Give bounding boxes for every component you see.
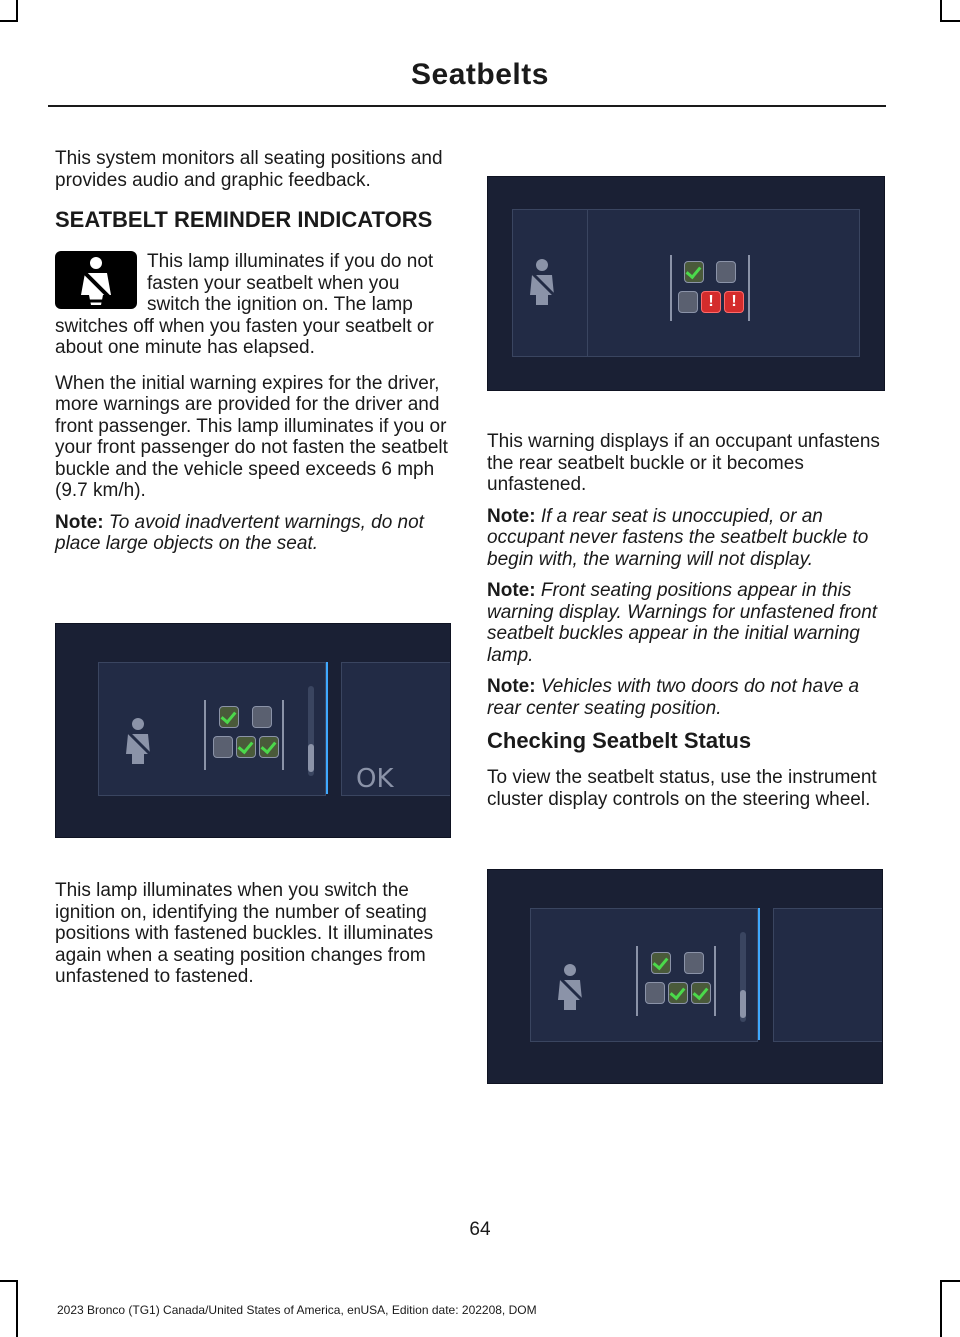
crop-mark	[0, 20, 18, 22]
left-column-lower	[55, 880, 450, 998]
note-two-doors: Note: Vehicles with two doors do not have a rear center seating position.	[487, 676, 860, 719]
section-heading: SEATBELT REMINDER INDICATORS	[55, 207, 433, 232]
page-title: Seatbelts	[411, 58, 549, 91]
header-rule	[48, 105, 886, 107]
seatbelt-icon	[550, 962, 590, 1017]
seat-front-right	[684, 952, 704, 974]
seat-rear-right-fastened	[259, 736, 279, 758]
ok-label: OK	[356, 764, 394, 794]
right-column	[487, 431, 885, 820]
seatbelt-status-display-ok	[55, 623, 451, 838]
seat-front-right	[716, 261, 736, 283]
seatbelt-icon	[522, 257, 562, 312]
crop-mark	[16, 0, 18, 22]
seat-rear-center-warning: !	[701, 291, 721, 313]
crop-mark	[940, 1280, 942, 1337]
crop-mark	[940, 0, 942, 22]
crop-mark	[0, 1280, 18, 1282]
seat-rear-left	[645, 982, 665, 1004]
seat-rear-left	[678, 291, 698, 313]
edition-footer: 2023 Bronco (TG1) Canada/United States of America, enUSA, Edition date: 202208, DOM	[57, 1303, 537, 1317]
seat-rear-center-fastened	[236, 736, 256, 758]
seat-front-left-fastened	[219, 706, 239, 728]
seat-rear-center-fastened	[668, 982, 688, 1004]
note-unoccupied: Note: If a rear seat is unoccupied, or an occupant never fastens the seatbelt buckle to begin with, the warning will not display.	[487, 505, 869, 570]
note-front-seating: Note: Front seating positions appear in this warning display. Warnings for unfastened front seatbelt buckles appear in the initial warning lamp.	[487, 580, 878, 666]
seatbelt-status-display	[487, 869, 883, 1084]
seat-front-right	[252, 706, 272, 728]
seat-rear-right-warning: !	[724, 291, 744, 313]
subsection-heading: Checking Seatbelt Status	[487, 728, 752, 753]
warning-paragraph: When the initial warning expires for the driver, more warnings are provided for the driver and front passenger. This lamp illuminates if you or your front passenger do not fasten the seatbelt buckle and the vehicle speed exceeds 6 mph (9.7 km/h).	[55, 372, 448, 501]
seatbelt-icon	[118, 716, 158, 771]
note-objects: Note: To avoid inadvertent warnings, do not place large objects on the seat.	[55, 511, 424, 554]
seatbelt-warning-display	[487, 176, 885, 391]
seatbelt-warning-lamp-icon	[55, 251, 137, 309]
lamp-paragraph: This lamp illuminates if you do not fasten your seatbelt when you switch the ignition on. The lamp switches off when you fasten your seatbelt or about one minute has elapsed.	[55, 251, 434, 358]
fastened-paragraph: This lamp illuminates when you switch the ignition on, identifying the number of seating positions with fastened buckles. It illuminates again when a seating position changes from unfastened to fastened.	[55, 880, 434, 987]
intro-paragraph: This system monitors all seating positions and provides audio and graphic feedback.	[55, 148, 443, 191]
seat-front-left-fastened	[651, 952, 671, 974]
left-column	[55, 148, 450, 565]
seat-rear-right-fastened	[691, 982, 711, 1004]
seat-rear-left	[213, 736, 233, 758]
warning-paragraph: This warning displays if an occupant unfastens the rear seatbelt buckle or it becomes unfastened.	[487, 431, 880, 495]
page-number: 64	[469, 1219, 491, 1240]
crop-mark	[940, 1280, 960, 1282]
crop-mark	[16, 1280, 18, 1337]
seat-front-left-fastened	[684, 261, 704, 283]
crop-mark	[940, 20, 960, 22]
status-paragraph: To view the seatbelt status, use the instrument cluster display controls on the steering wheel.	[487, 767, 877, 810]
